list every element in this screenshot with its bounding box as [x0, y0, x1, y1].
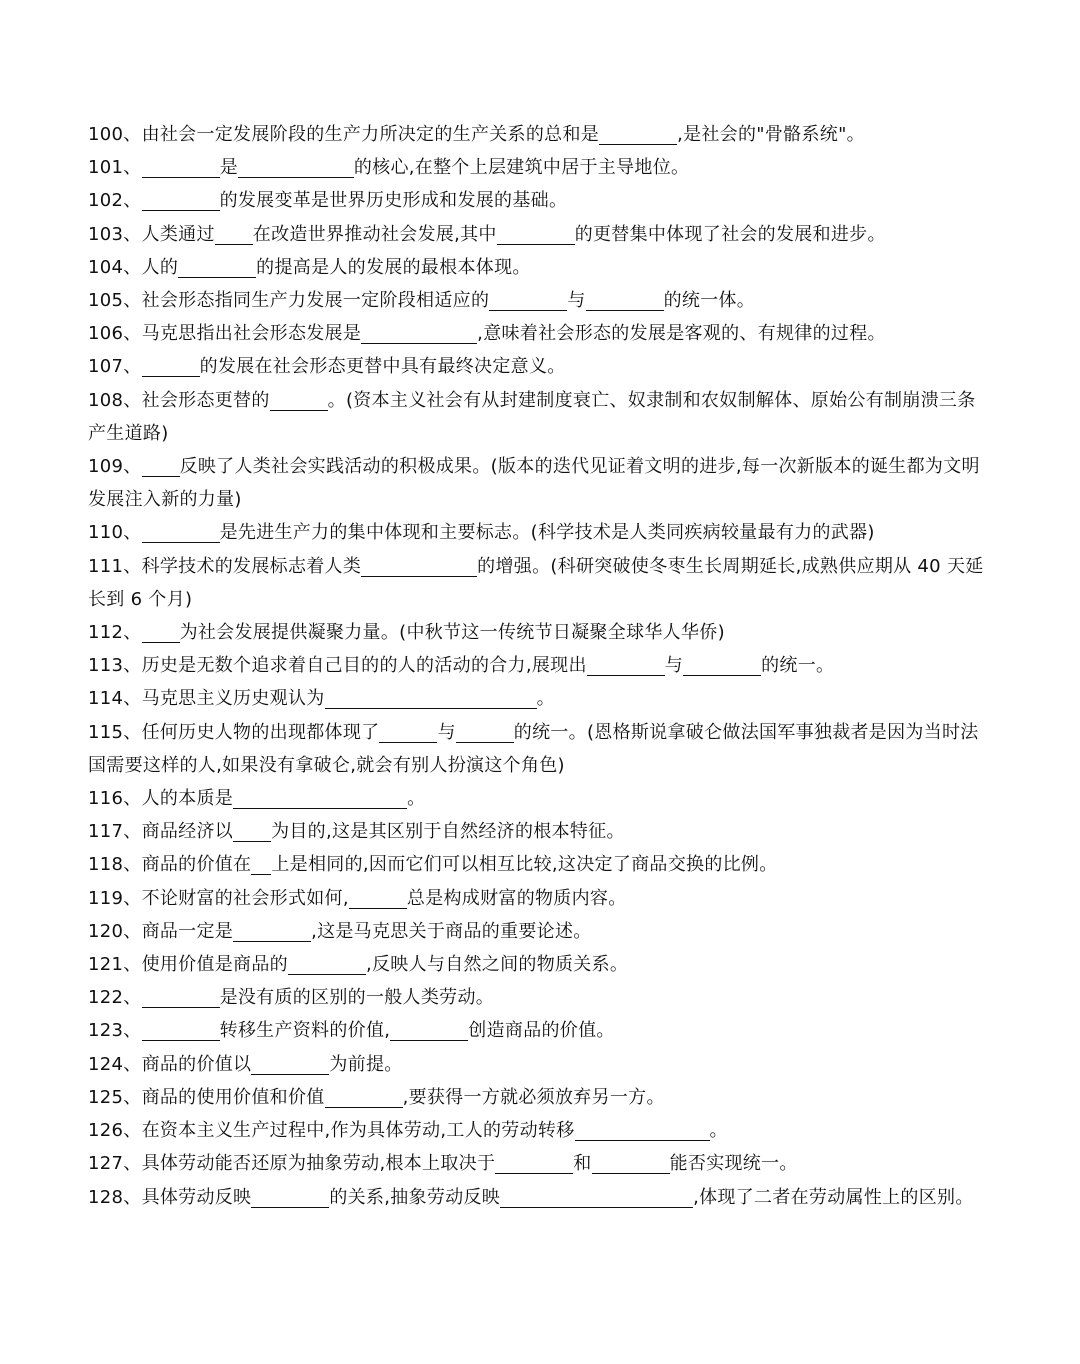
question-number: 104、: [88, 256, 142, 278]
question-text: 是: [219, 157, 238, 179]
question-text: 反映了人类社会实践活动的积极成果。(版本的迭代见证着文明的进步,每一次新版本的诞生都为文明发展注入新的力量): [88, 456, 980, 511]
question-text: 在改造世界推动社会发展,其中: [252, 223, 497, 245]
question-item: [88, 184, 993, 217]
question-item: [88, 716, 993, 782]
answer-blank[interactable]: [325, 686, 537, 709]
question-number: 112、: [88, 622, 142, 644]
question-number: 117、: [88, 821, 142, 843]
question-text: 的统一。(恩格斯说拿破仑做法国军事独裁者是因为当时法国需要这样的人,如果没有拿破仑,就会有别人扮演这个角色): [88, 721, 979, 776]
question-item: [88, 118, 993, 151]
answer-blank[interactable]: [456, 720, 514, 743]
answer-blank[interactable]: [489, 288, 567, 311]
question-item: [88, 350, 993, 383]
answer-blank[interactable]: [251, 1185, 329, 1208]
answer-blank[interactable]: [178, 255, 256, 278]
question-number: 126、: [88, 1120, 142, 1142]
answer-blank[interactable]: [325, 1085, 403, 1108]
question-text: 。: [407, 788, 426, 810]
question-item: [88, 516, 993, 549]
answer-blank[interactable]: [233, 919, 311, 942]
question-text: 上是相同的,因而它们可以相互比较,这决定了商品交换的比例。: [271, 854, 778, 876]
question-number: 103、: [88, 223, 142, 245]
question-text: 。: [709, 1120, 728, 1142]
question-item: [88, 882, 993, 915]
question-text: 的发展变革是世界历史形成和发展的基础。: [219, 190, 568, 212]
answer-blank[interactable]: [142, 155, 220, 178]
question-item: [88, 1147, 993, 1180]
answer-blank[interactable]: [233, 786, 407, 809]
question-item: [88, 782, 993, 815]
question-text: 由社会一定发展阶段的生产力所决定的生产关系的总和是: [141, 124, 600, 145]
question-text: 商品的价值以: [141, 1053, 252, 1075]
question-text: 商品经济以: [141, 821, 234, 843]
question-number: 120、: [88, 920, 142, 942]
question-text: 的更替集中体现了社会的发展和进步。: [574, 223, 886, 245]
question-text: 马克思指出社会形态发展是: [141, 323, 362, 345]
answer-blank[interactable]: [288, 952, 366, 975]
answer-blank[interactable]: [251, 1052, 329, 1075]
answer-blank[interactable]: [142, 188, 220, 211]
question-text: 与: [437, 721, 456, 743]
question-number: 109、: [88, 456, 142, 478]
question-text: 转移生产资料的价值,: [219, 1020, 391, 1042]
answer-blank[interactable]: [142, 520, 220, 543]
question-text: 为目的,这是其区别于自然经济的根本特征。: [271, 821, 625, 843]
question-text: 为前提。: [329, 1053, 403, 1075]
question-text: ,体现了二者在劳动属性上的区别。: [693, 1186, 974, 1208]
question-number: 108、: [88, 389, 142, 411]
answer-blank[interactable]: [500, 1185, 693, 1208]
question-text: 是没有质的区别的一般人类劳动。: [219, 987, 495, 1009]
question-item: [88, 915, 993, 948]
answer-blank[interactable]: [495, 1151, 573, 1174]
question-item: [88, 1048, 993, 1081]
question-text: 的关系,抽象劳动反映: [329, 1186, 501, 1208]
question-number: 128、: [88, 1186, 142, 1208]
question-item: [88, 1114, 993, 1147]
answer-blank[interactable]: [586, 288, 664, 311]
question-text: ,反映人与自然之间的物质关系。: [365, 954, 629, 976]
question-item: [88, 550, 993, 616]
question-text: 马克思主义历史观认为: [141, 688, 325, 710]
question-text: 创造商品的价值。: [468, 1020, 615, 1042]
question-text: 的提高是人的发展的最根本体现。: [256, 256, 531, 278]
question-text: 的统一。: [761, 655, 835, 677]
answer-blank[interactable]: [215, 222, 253, 245]
question-item: [88, 1014, 993, 1047]
question-number: 124、: [88, 1053, 142, 1075]
question-text: 历史是无数个追求着自己目的的人的活动的合力,展现出: [141, 655, 587, 677]
question-item: [88, 948, 993, 981]
question-text: 社会形态指同生产力发展一定阶段相适应的: [141, 290, 490, 312]
answer-blank[interactable]: [361, 321, 477, 344]
question-number: 116、: [88, 788, 142, 810]
question-text: 在资本主义生产过程中,作为具体劳动,工人的劳动转移: [141, 1120, 575, 1142]
question-item: [88, 682, 993, 715]
question-number: 114、: [88, 688, 142, 710]
question-text: 为社会发展提供凝聚力量。(中秋节这一传统节日凝聚全球华人华侨): [179, 622, 725, 644]
question-item: [88, 284, 993, 317]
question-item: [88, 218, 993, 251]
answer-blank[interactable]: [683, 653, 761, 676]
question-item: [88, 616, 993, 649]
question-item: [88, 1181, 993, 1214]
answer-blank[interactable]: [575, 1118, 710, 1141]
question-item: [88, 384, 993, 450]
answer-blank[interactable]: [142, 985, 220, 1008]
question-text: 任何历史人物的出现都体现了: [141, 721, 380, 743]
question-text: 与: [567, 290, 586, 312]
question-item: [88, 815, 993, 848]
question-list: [88, 118, 993, 1214]
answer-blank[interactable]: [142, 1018, 220, 1041]
question-item: [88, 848, 993, 881]
answer-blank[interactable]: [142, 620, 180, 643]
answer-blank[interactable]: [233, 819, 271, 842]
question-number: 110、: [88, 522, 142, 544]
question-text: 人的: [141, 256, 179, 278]
question-number: 122、: [88, 987, 142, 1009]
question-number: 107、: [88, 356, 142, 378]
question-number: 102、: [88, 190, 142, 212]
answer-blank[interactable]: [142, 354, 200, 377]
question-text: ,意味着社会形态的发展是客观的、有规律的过程。: [477, 323, 886, 345]
question-text: 的发展在社会形态更替中具有最终决定意义。: [199, 356, 566, 378]
answer-blank[interactable]: [587, 653, 665, 676]
question-text: 商品的使用价值和价值: [141, 1086, 325, 1108]
question-item: [88, 251, 993, 284]
question-number: 118、: [88, 854, 142, 876]
question-number: 125、: [88, 1086, 142, 1108]
question-item: [88, 317, 993, 350]
answer-blank[interactable]: [251, 852, 271, 875]
question-text: 是先进生产力的集中体现和主要标志。(科学技术是人类同疾病较量最有力的武器): [219, 522, 875, 544]
question-text: ,这是马克思关于商品的重要论述。: [311, 920, 592, 942]
question-number: 101、: [88, 157, 142, 179]
question-text: 的统一体。: [663, 290, 756, 312]
question-text: 的核心,在整个上层建筑中居于主导地位。: [353, 157, 690, 179]
question-item: [88, 981, 993, 1014]
answer-blank[interactable]: [270, 388, 328, 411]
question-number: 113、: [88, 655, 142, 677]
question-number: 127、: [88, 1153, 142, 1175]
answer-blank[interactable]: [497, 222, 575, 245]
question-text: 具体劳动能否还原为抽象劳动,根本上取决于: [141, 1153, 496, 1175]
question-number: 105、: [88, 290, 142, 312]
question-number: 123、: [88, 1020, 142, 1042]
question-number: 106、: [88, 323, 142, 345]
question-number: 119、: [88, 887, 142, 909]
answer-blank[interactable]: [361, 554, 477, 577]
question-text: 社会形态更替的: [141, 389, 270, 411]
question-text: 和: [573, 1153, 592, 1175]
question-item: [88, 649, 993, 682]
question-text: 总是构成财富的物质内容。: [406, 887, 627, 909]
question-text: 科学技术的发展标志着人类: [141, 555, 362, 577]
question-text: 人的本质是: [141, 788, 234, 810]
question-item: [88, 450, 993, 516]
answer-blank[interactable]: [238, 155, 354, 178]
answer-blank[interactable]: [599, 122, 677, 145]
question-text: 使用价值是商品的: [141, 954, 288, 976]
answer-blank[interactable]: [379, 720, 437, 743]
question-text: 不论财富的社会形式如何,: [141, 887, 349, 909]
question-text: 能否实现统一。: [669, 1153, 798, 1175]
question-number: 111、: [88, 555, 142, 577]
question-text: 。(资本主义社会有从封建制度衰亡、奴隶制和农奴制解体、原始公有制崩溃三条产生道路): [88, 389, 976, 444]
answer-blank[interactable]: [349, 886, 407, 909]
question-text: 商品一定是: [141, 920, 234, 942]
question-text: 商品的价值在: [141, 854, 252, 876]
question-item: [88, 1081, 993, 1114]
question-number: 121、: [88, 954, 142, 976]
answer-blank[interactable]: [390, 1018, 468, 1041]
question-text: 人类通过: [141, 223, 215, 245]
question-text: 具体劳动反映: [141, 1186, 252, 1208]
question-text: 的增强。(科研突破使冬枣生长周期延长,成熟供应期从 40 天延长到 6 个月): [88, 555, 984, 610]
question-text: 与: [664, 655, 684, 677]
question-item: [88, 151, 993, 184]
question-text: ,要获得一方就必须放弃另一方。: [402, 1086, 665, 1108]
question-text: 。: [536, 688, 555, 710]
answer-blank[interactable]: [592, 1151, 670, 1174]
question-text: ,是社会的"骨骼系统"。: [677, 124, 865, 145]
answer-blank[interactable]: [142, 454, 180, 477]
question-number: 100、: [88, 124, 142, 145]
question-number: 115、: [88, 721, 142, 743]
